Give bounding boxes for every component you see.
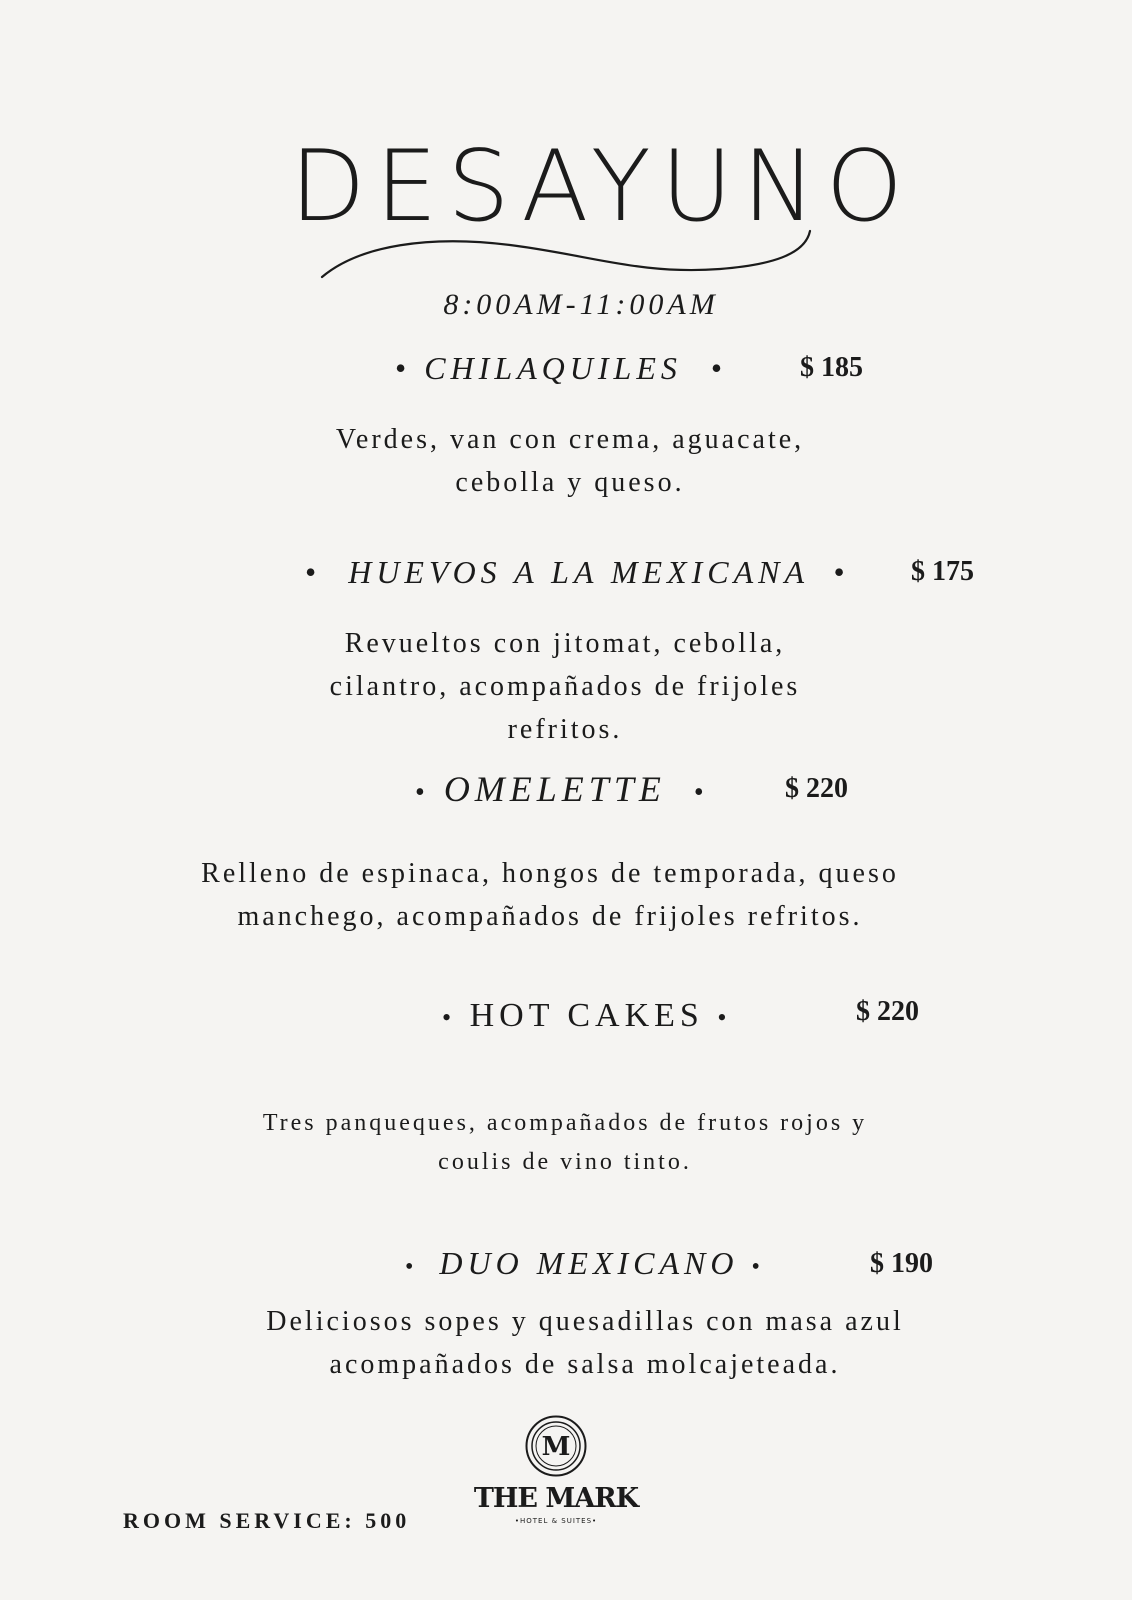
bullet: • — [305, 554, 322, 590]
bullet: • — [710, 350, 728, 386]
item-price-huevos-a-la-mexicana: $ 175 — [911, 556, 974, 587]
logo-monogram-icon — [525, 1415, 587, 1477]
menu-title: DESAYUNO — [290, 130, 913, 244]
description-line: coulis de vino tinto. — [438, 1149, 692, 1175]
description-line: cebolla y queso. — [455, 467, 685, 498]
item-name-chilaquiles — [395, 350, 727, 387]
item-title: CHILAQUILES — [424, 350, 682, 386]
item-title: OMELETTE — [443, 769, 666, 809]
item-description-chilaquiles — [270, 418, 870, 504]
bullet: • — [395, 350, 412, 386]
description-line: Verdes, van con crema, aguacate, — [335, 424, 805, 455]
item-price-duo-mexicano: $ 190 — [870, 1248, 933, 1279]
serving-hours: 8:00AM-11:00AM — [443, 288, 719, 321]
description-line: Deliciosos sopes y quesadillas con masa azul — [266, 1306, 904, 1337]
item-description-omelette — [150, 852, 950, 938]
room-service-extension: ROOM SERVICE: 500 — [123, 1508, 411, 1533]
description-line: Revueltos con jitomat, cebolla, — [344, 628, 786, 659]
bullet: • — [415, 777, 430, 808]
description-line: Relleno de espinaca, hongos de temporada, queso — [201, 858, 899, 889]
bullet: • — [693, 777, 709, 808]
item-title: HOT CAKES — [469, 997, 704, 1034]
bullet: • — [717, 1003, 732, 1032]
logo-name: THE MARK — [473, 1483, 639, 1514]
item-name-hot-cakes — [442, 997, 731, 1035]
description-line: refritos. — [507, 714, 623, 745]
item-description-duo-mexicano — [200, 1300, 970, 1386]
logo-subtitle: •HOTEL & SUITES• — [514, 1517, 598, 1525]
description-line: Tres panqueques, acompañados de frutos rojos y — [262, 1110, 868, 1136]
item-description-huevos-a-la-mexicana — [265, 622, 865, 751]
description-line: cilantro, acompañados de frijoles — [329, 671, 801, 702]
bullet: • — [751, 1254, 765, 1280]
item-price-chilaquiles: $ 185 — [800, 352, 863, 383]
item-title: DUO MEXICANO — [439, 1245, 739, 1281]
item-name-huevos-a-la-mexicana — [305, 554, 850, 591]
logo-letter: M — [541, 1432, 571, 1462]
description-line: manchego, acompañados de frijoles refritos. — [237, 901, 863, 932]
description-line: acompañados de salsa molcajeteada. — [329, 1349, 841, 1380]
item-price-omelette: $ 220 — [785, 773, 848, 804]
hotel-logo — [466, 1415, 646, 1535]
bullet: • — [442, 1003, 457, 1032]
item-title: HUEVOS A LA MEXICANA — [348, 554, 809, 590]
item-name-omelette — [415, 768, 709, 810]
item-description-hot-cakes — [220, 1104, 910, 1182]
bullet: • — [833, 554, 850, 590]
item-name-duo-mexicano — [405, 1245, 765, 1282]
bullet: • — [405, 1254, 419, 1280]
item-price-hot-cakes: $ 220 — [856, 996, 919, 1027]
title-swash-decoration — [320, 225, 830, 285]
